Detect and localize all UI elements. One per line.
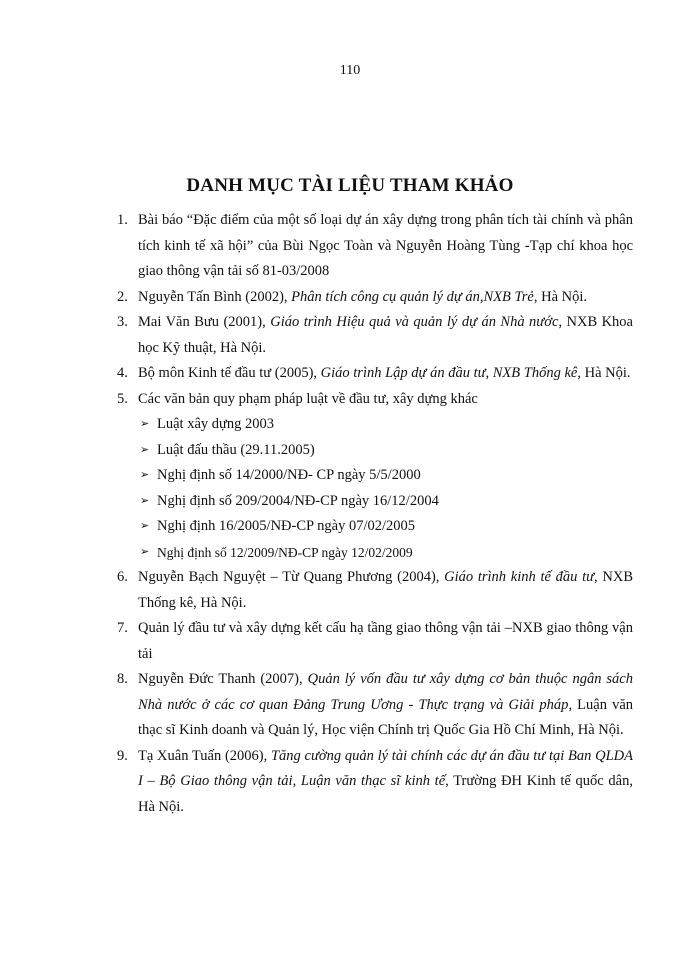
reference-text: Bài báo “Đặc điểm của một số loại dự án xây dựng trong phân tích tài chính và phân tích kinh tế xã hội” của Bùi Ngọc Toàn và Nguyễn Hoàng Tùng -Tạp chí khoa học giao thông vận tải số 81-03/2008 xyxy=(138,212,633,279)
list-item-text: Luật xây dựng 2003 xyxy=(157,416,274,432)
list-item-text: Nghị định số 209/2004/NĐ-CP ngày 16/12/2004 xyxy=(157,492,439,509)
arrow-bullet-icon: ➢ xyxy=(140,418,150,430)
reference-item-1 xyxy=(117,208,633,285)
reference-item-3 xyxy=(117,310,633,361)
list-item xyxy=(138,489,633,515)
reference-text: Quản lý đầu tư và xây dựng kết cấu hạ tầng giao thông vận tải –NXB giao thông vận tải xyxy=(138,620,633,662)
legal-documents-list xyxy=(138,412,633,565)
reference-number: 4. xyxy=(117,365,128,381)
reference-item-7 xyxy=(117,616,633,667)
list-item-text: Nghị định 16/2005/NĐ-CP ngày 07/02/2005 xyxy=(157,518,416,534)
reference-title: Giáo trình kinh tế đầu tư xyxy=(444,569,595,585)
reference-text: Nguyễn Bạch Nguyệt – Từ Quang Phương (2004), xyxy=(138,569,445,585)
arrow-bullet-icon: ➢ xyxy=(140,520,150,532)
reference-item-8 xyxy=(117,667,633,744)
list-item xyxy=(138,438,633,464)
reference-publisher: , Hà Nội. xyxy=(533,288,588,305)
reference-publisher: , NXB Khoa học Kỹ thuật, Hà Nội. xyxy=(138,314,633,356)
reference-number: 8. xyxy=(117,671,128,687)
list-item-text: Nghị định số 12/2009/NĐ-CP ngày 12/02/2009 xyxy=(157,544,413,560)
reference-text: Nguyễn Đức Thanh (2007), xyxy=(138,671,308,687)
reference-number: 1. xyxy=(117,212,128,228)
list-item xyxy=(138,412,633,438)
reference-number: 2. xyxy=(117,288,128,305)
reference-title: Giáo trình Lập dự án đầu tư, NXB Thống kê xyxy=(320,365,578,381)
reference-text: Tạ Xuân Tuấn (2006), xyxy=(138,747,271,764)
reference-item-2 xyxy=(117,285,633,311)
reference-number: 5. xyxy=(117,390,128,407)
reference-title: Giáo trình Hiệu quả và quản lý dự án Nhà nước xyxy=(270,314,559,330)
reference-text: Mai Văn Bưu (2001), xyxy=(138,314,271,330)
arrow-bullet-icon: ➢ xyxy=(140,494,150,507)
list-item xyxy=(138,463,633,489)
reference-publisher: , Luận văn thạc sĩ Kinh doanh và Quản lý, Học viện Chính trị Quốc Gia Hồ Chí Minh, Hà Nội. xyxy=(138,696,634,738)
reference-number: 6. xyxy=(117,569,128,585)
reference-publisher: , NXB Thống kê, Hà Nội. xyxy=(138,569,633,611)
page-number: 110 xyxy=(339,63,361,78)
reference-item-6 xyxy=(117,565,633,616)
arrow-bullet-icon: ➢ xyxy=(140,545,150,558)
reference-text: Bộ môn Kinh tế đầu tư (2005), xyxy=(138,365,321,381)
list-item-text: Nghị định số 14/2000/NĐ- CP ngày 5/5/2000 xyxy=(157,467,421,483)
list-item xyxy=(138,514,633,540)
reference-item-9 xyxy=(117,744,633,821)
arrow-bullet-icon: ➢ xyxy=(140,443,150,456)
reference-number: 7. xyxy=(117,620,128,636)
reference-number: 3. xyxy=(117,314,128,330)
reference-title: Phân tích công cụ quản lý dự án,NXB Trẻ xyxy=(291,288,534,305)
reference-item-5 xyxy=(117,387,633,566)
reference-number: 9. xyxy=(117,747,128,764)
page-title: DANH MỤC TÀI LIỆU THAM KHẢO xyxy=(186,175,514,196)
reference-list xyxy=(117,208,633,820)
reference-publisher: , Trường ĐH Kinh tế quốc dân, Hà Nội. xyxy=(138,773,633,815)
reference-text: Các văn bản quy phạm pháp luật về đầu tư, xây dựng khác xyxy=(138,390,478,407)
reference-item-4 xyxy=(117,361,633,387)
reference-text: Nguyễn Tấn Bình (2002), xyxy=(138,288,292,305)
arrow-bullet-icon: ➢ xyxy=(140,469,150,481)
list-item-text: Luật đấu thầu (29.11.2005) xyxy=(157,441,315,458)
reference-title: Quản lý vốn đầu tư xây dựng cơ bản thuộc ngân sách Nhà nước ở các cơ quan Đảng Trung Ương - Thực trạng và Giải pháp xyxy=(138,671,633,713)
reference-title: Tăng cường quản lý tài chính các dự án đầu tư tại Ban QLDA I – Bộ Giao thông vận tải, Luận văn thạc sĩ kinh tế xyxy=(138,747,633,789)
reference-publisher: , Hà Nội. xyxy=(577,365,631,381)
list-item xyxy=(138,540,633,566)
